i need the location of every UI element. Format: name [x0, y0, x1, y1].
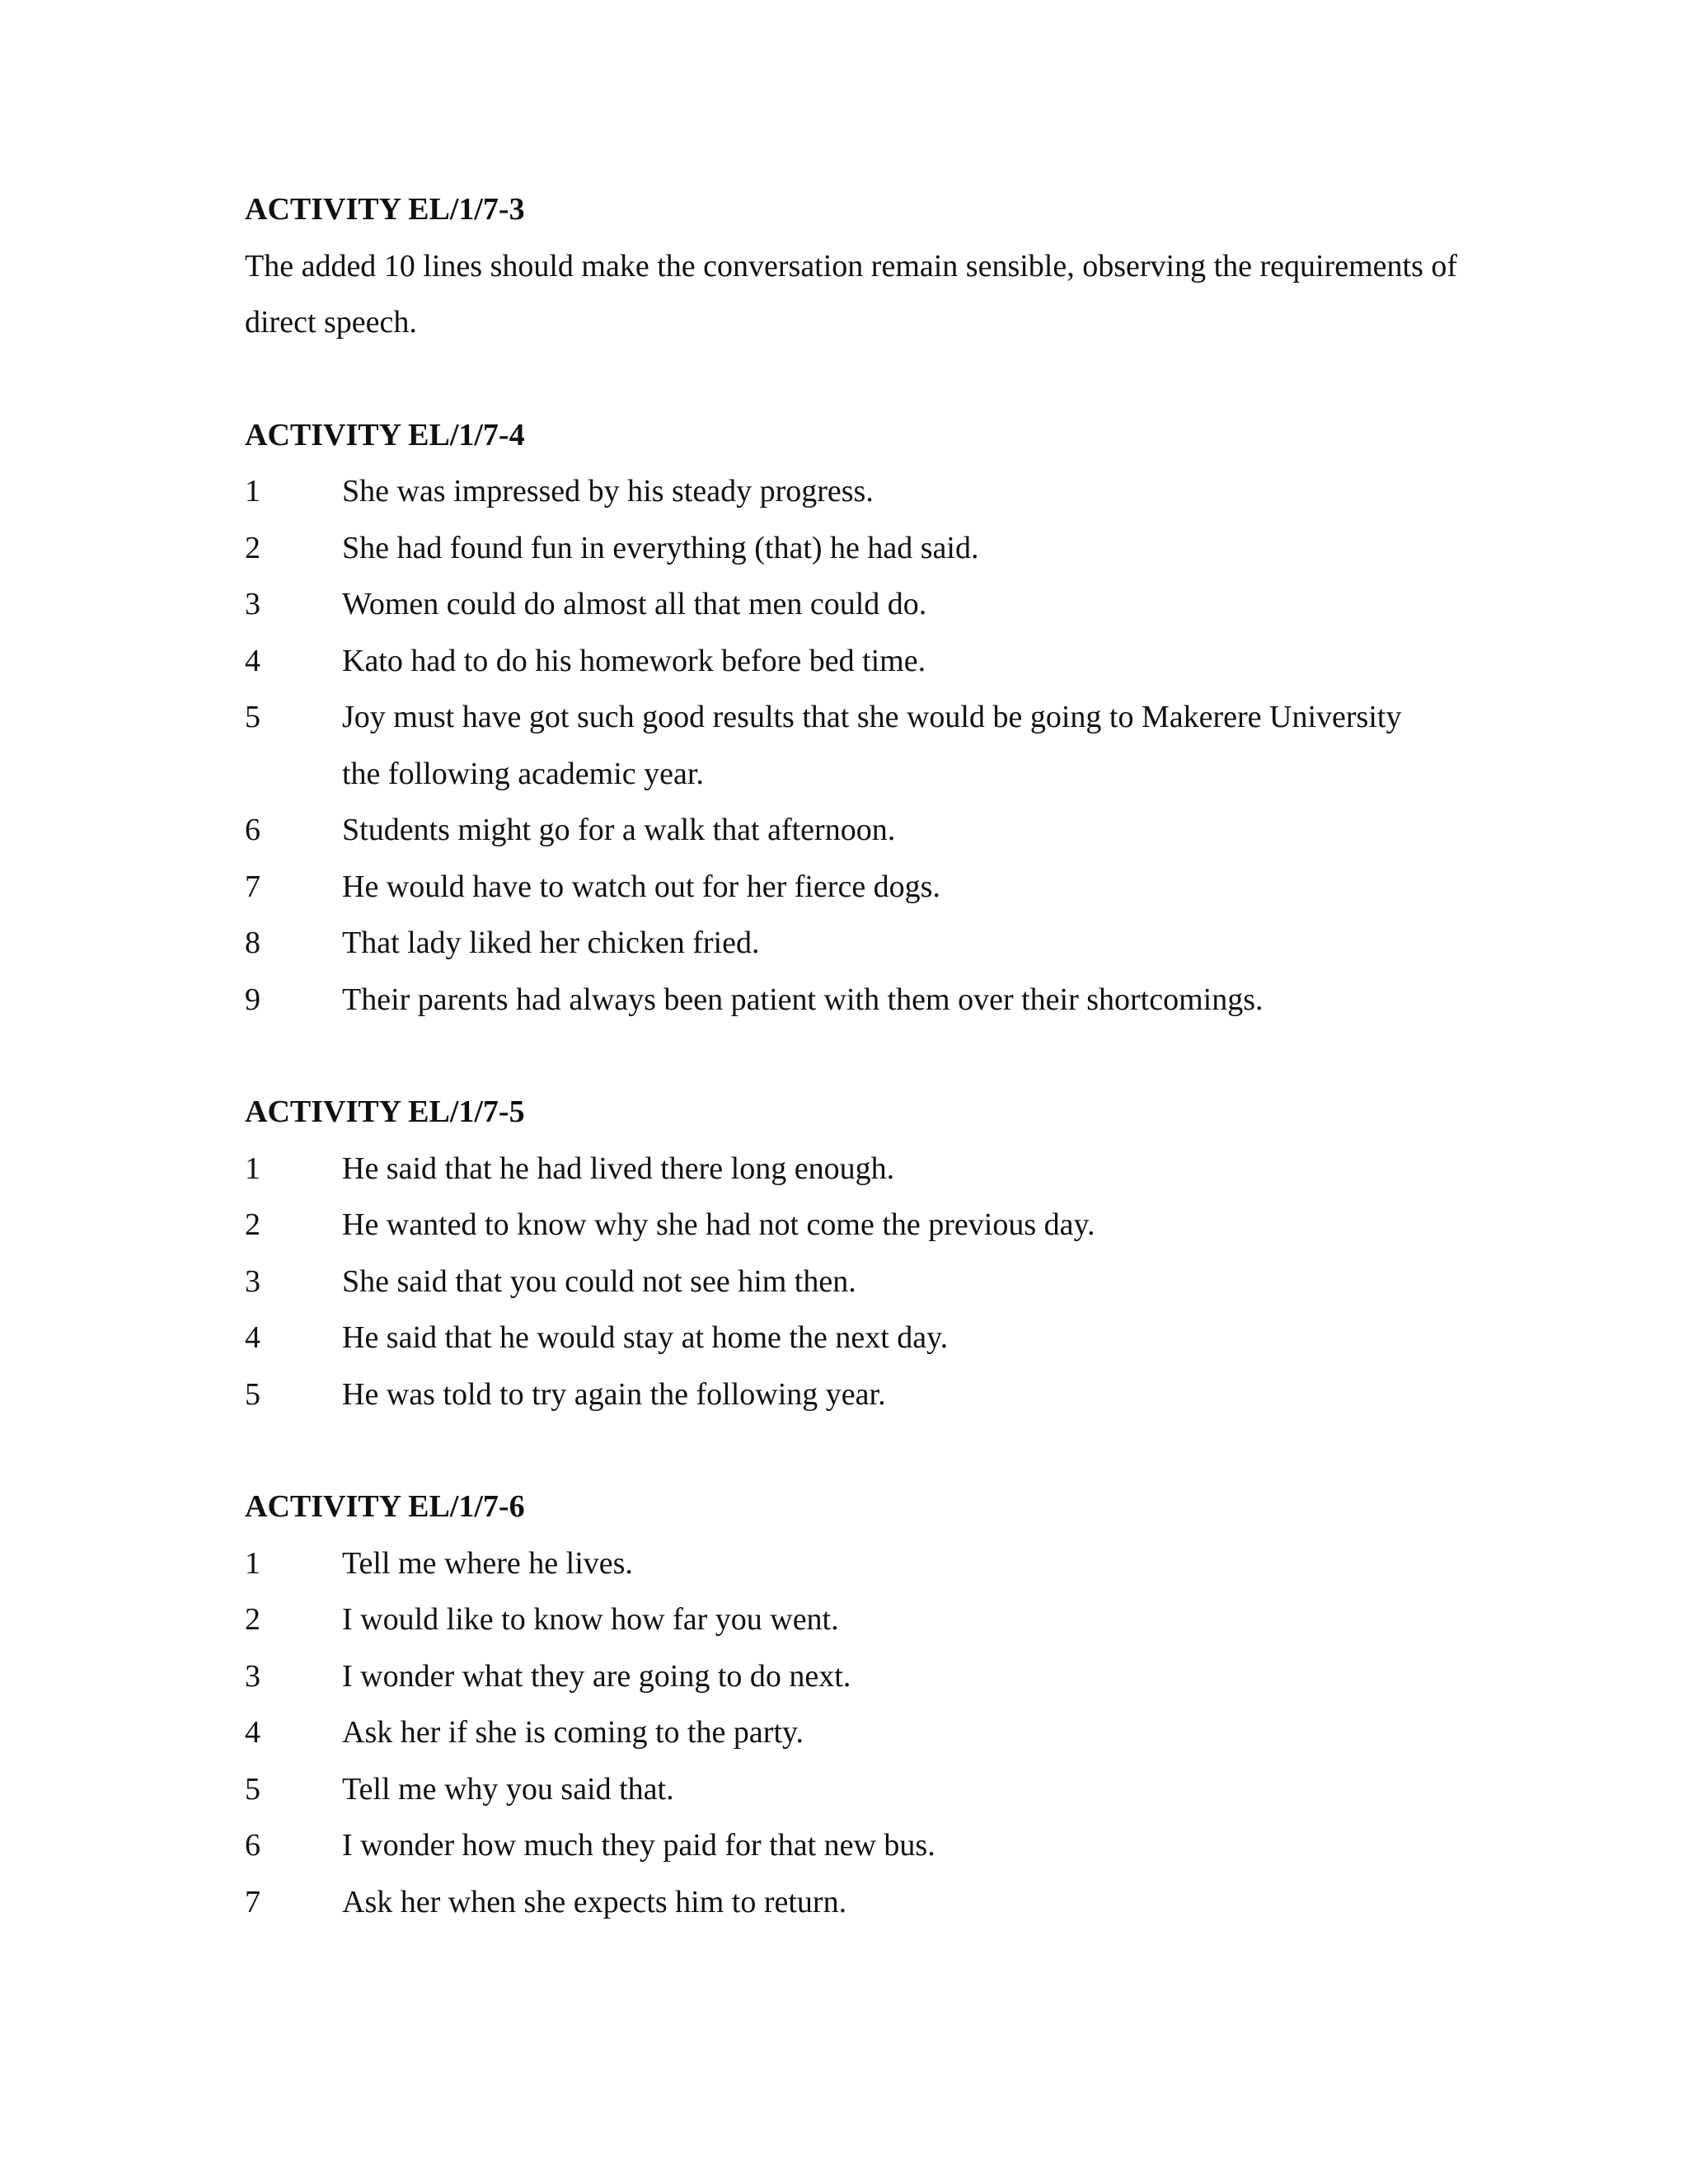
section-activity-7-5	[245, 1084, 1481, 1422]
list-item	[245, 972, 1481, 1029]
list-item	[245, 576, 1481, 633]
item-text: He said that he would stay at home the next day.	[342, 1320, 949, 1355]
item-number: 8	[245, 926, 260, 960]
item-number: 7	[245, 1884, 260, 1919]
section-activity-7-3	[245, 181, 1481, 351]
item-number: 3	[245, 1263, 260, 1299]
item-text: That lady liked her chicken fried.	[342, 926, 760, 960]
list-item	[245, 633, 1481, 690]
list-item	[245, 520, 1481, 577]
list-item	[245, 1704, 1481, 1761]
item-text: Ask her when she expects him to return.	[342, 1884, 847, 1919]
item-number: 7	[245, 869, 260, 904]
list-item	[245, 1197, 1481, 1254]
item-number: 4	[245, 643, 260, 678]
list-item	[245, 689, 1481, 802]
list-item	[245, 1761, 1481, 1818]
item-text: I would like to know how far you went.	[342, 1602, 839, 1637]
item-text: Kato had to do his homework before bed time.	[342, 643, 926, 678]
list-item	[245, 1648, 1481, 1705]
list-item	[245, 859, 1481, 916]
item-text: Ask her if she is coming to the party.	[342, 1715, 804, 1750]
document-page	[245, 181, 1481, 1986]
list-item	[245, 1254, 1481, 1310]
item-text: He said that he had lived there long enough.	[342, 1151, 895, 1186]
item-text: She had found fun in everything (that) he had said.	[342, 530, 979, 565]
item-number: 4	[245, 1715, 260, 1750]
list-item	[245, 1874, 1481, 1931]
section-heading: ACTIVITY EL/1/7-4	[245, 417, 525, 452]
item-number: 2	[245, 1207, 260, 1242]
item-number: 5	[245, 1376, 260, 1412]
item-text: He was told to try again the following year.	[342, 1376, 886, 1412]
item-number: 5	[245, 1771, 260, 1807]
section-paragraph: The added 10 lines should make the conversation remain sensible, observing the requirements of direct speech.	[245, 248, 1458, 340]
item-number: 6	[245, 813, 260, 847]
list-item	[245, 463, 1481, 520]
list-item	[245, 1817, 1481, 1874]
item-text: He would have to watch out for her fierce dogs.	[342, 869, 940, 904]
item-number: 6	[245, 1828, 260, 1863]
item-text: Tell me where he lives.	[342, 1545, 633, 1581]
list-item	[245, 1591, 1481, 1648]
item-number: 4	[245, 1320, 260, 1355]
item-number: 2	[245, 530, 260, 565]
list-item	[245, 1141, 1481, 1197]
item-number: 1	[245, 1545, 260, 1581]
list-item	[245, 1535, 1481, 1592]
item-text: Joy must have got such good results that she would be going to Makerere University the following academic year.	[342, 700, 1402, 791]
item-number: 3	[245, 587, 260, 621]
section-heading: ACTIVITY EL/1/7-6	[245, 1489, 525, 1524]
list-item	[245, 1310, 1481, 1366]
item-number: 5	[245, 700, 260, 734]
item-text: Tell me why you said that.	[342, 1771, 674, 1807]
item-text: I wonder how much they paid for that new bus.	[342, 1828, 935, 1863]
section-activity-7-4	[245, 407, 1481, 1029]
item-number: 2	[245, 1602, 260, 1637]
item-text: She said that you could not see him then.	[342, 1263, 856, 1299]
section-heading: ACTIVITY EL/1/7-3	[245, 192, 525, 227]
list-item	[245, 1366, 1481, 1423]
item-number: 3	[245, 1658, 260, 1694]
list-item	[245, 802, 1481, 859]
item-text: Their parents had always been patient with them over their shortcomings.	[342, 982, 1264, 1017]
item-number: 1	[245, 1151, 260, 1186]
item-text: I wonder what they are going to do next.	[342, 1658, 851, 1694]
section-heading: ACTIVITY EL/1/7-5	[245, 1094, 525, 1129]
list-item	[245, 915, 1481, 972]
item-text: He wanted to know why she had not come the previous day.	[342, 1207, 1095, 1242]
section-activity-7-6	[245, 1479, 1481, 1930]
item-number: 1	[245, 474, 260, 509]
item-text: She was impressed by his steady progress.	[342, 474, 874, 509]
item-number: 9	[245, 982, 260, 1017]
item-text: Women could do almost all that men could do.	[342, 587, 927, 621]
item-text: Students might go for a walk that afternoon.	[342, 813, 896, 847]
